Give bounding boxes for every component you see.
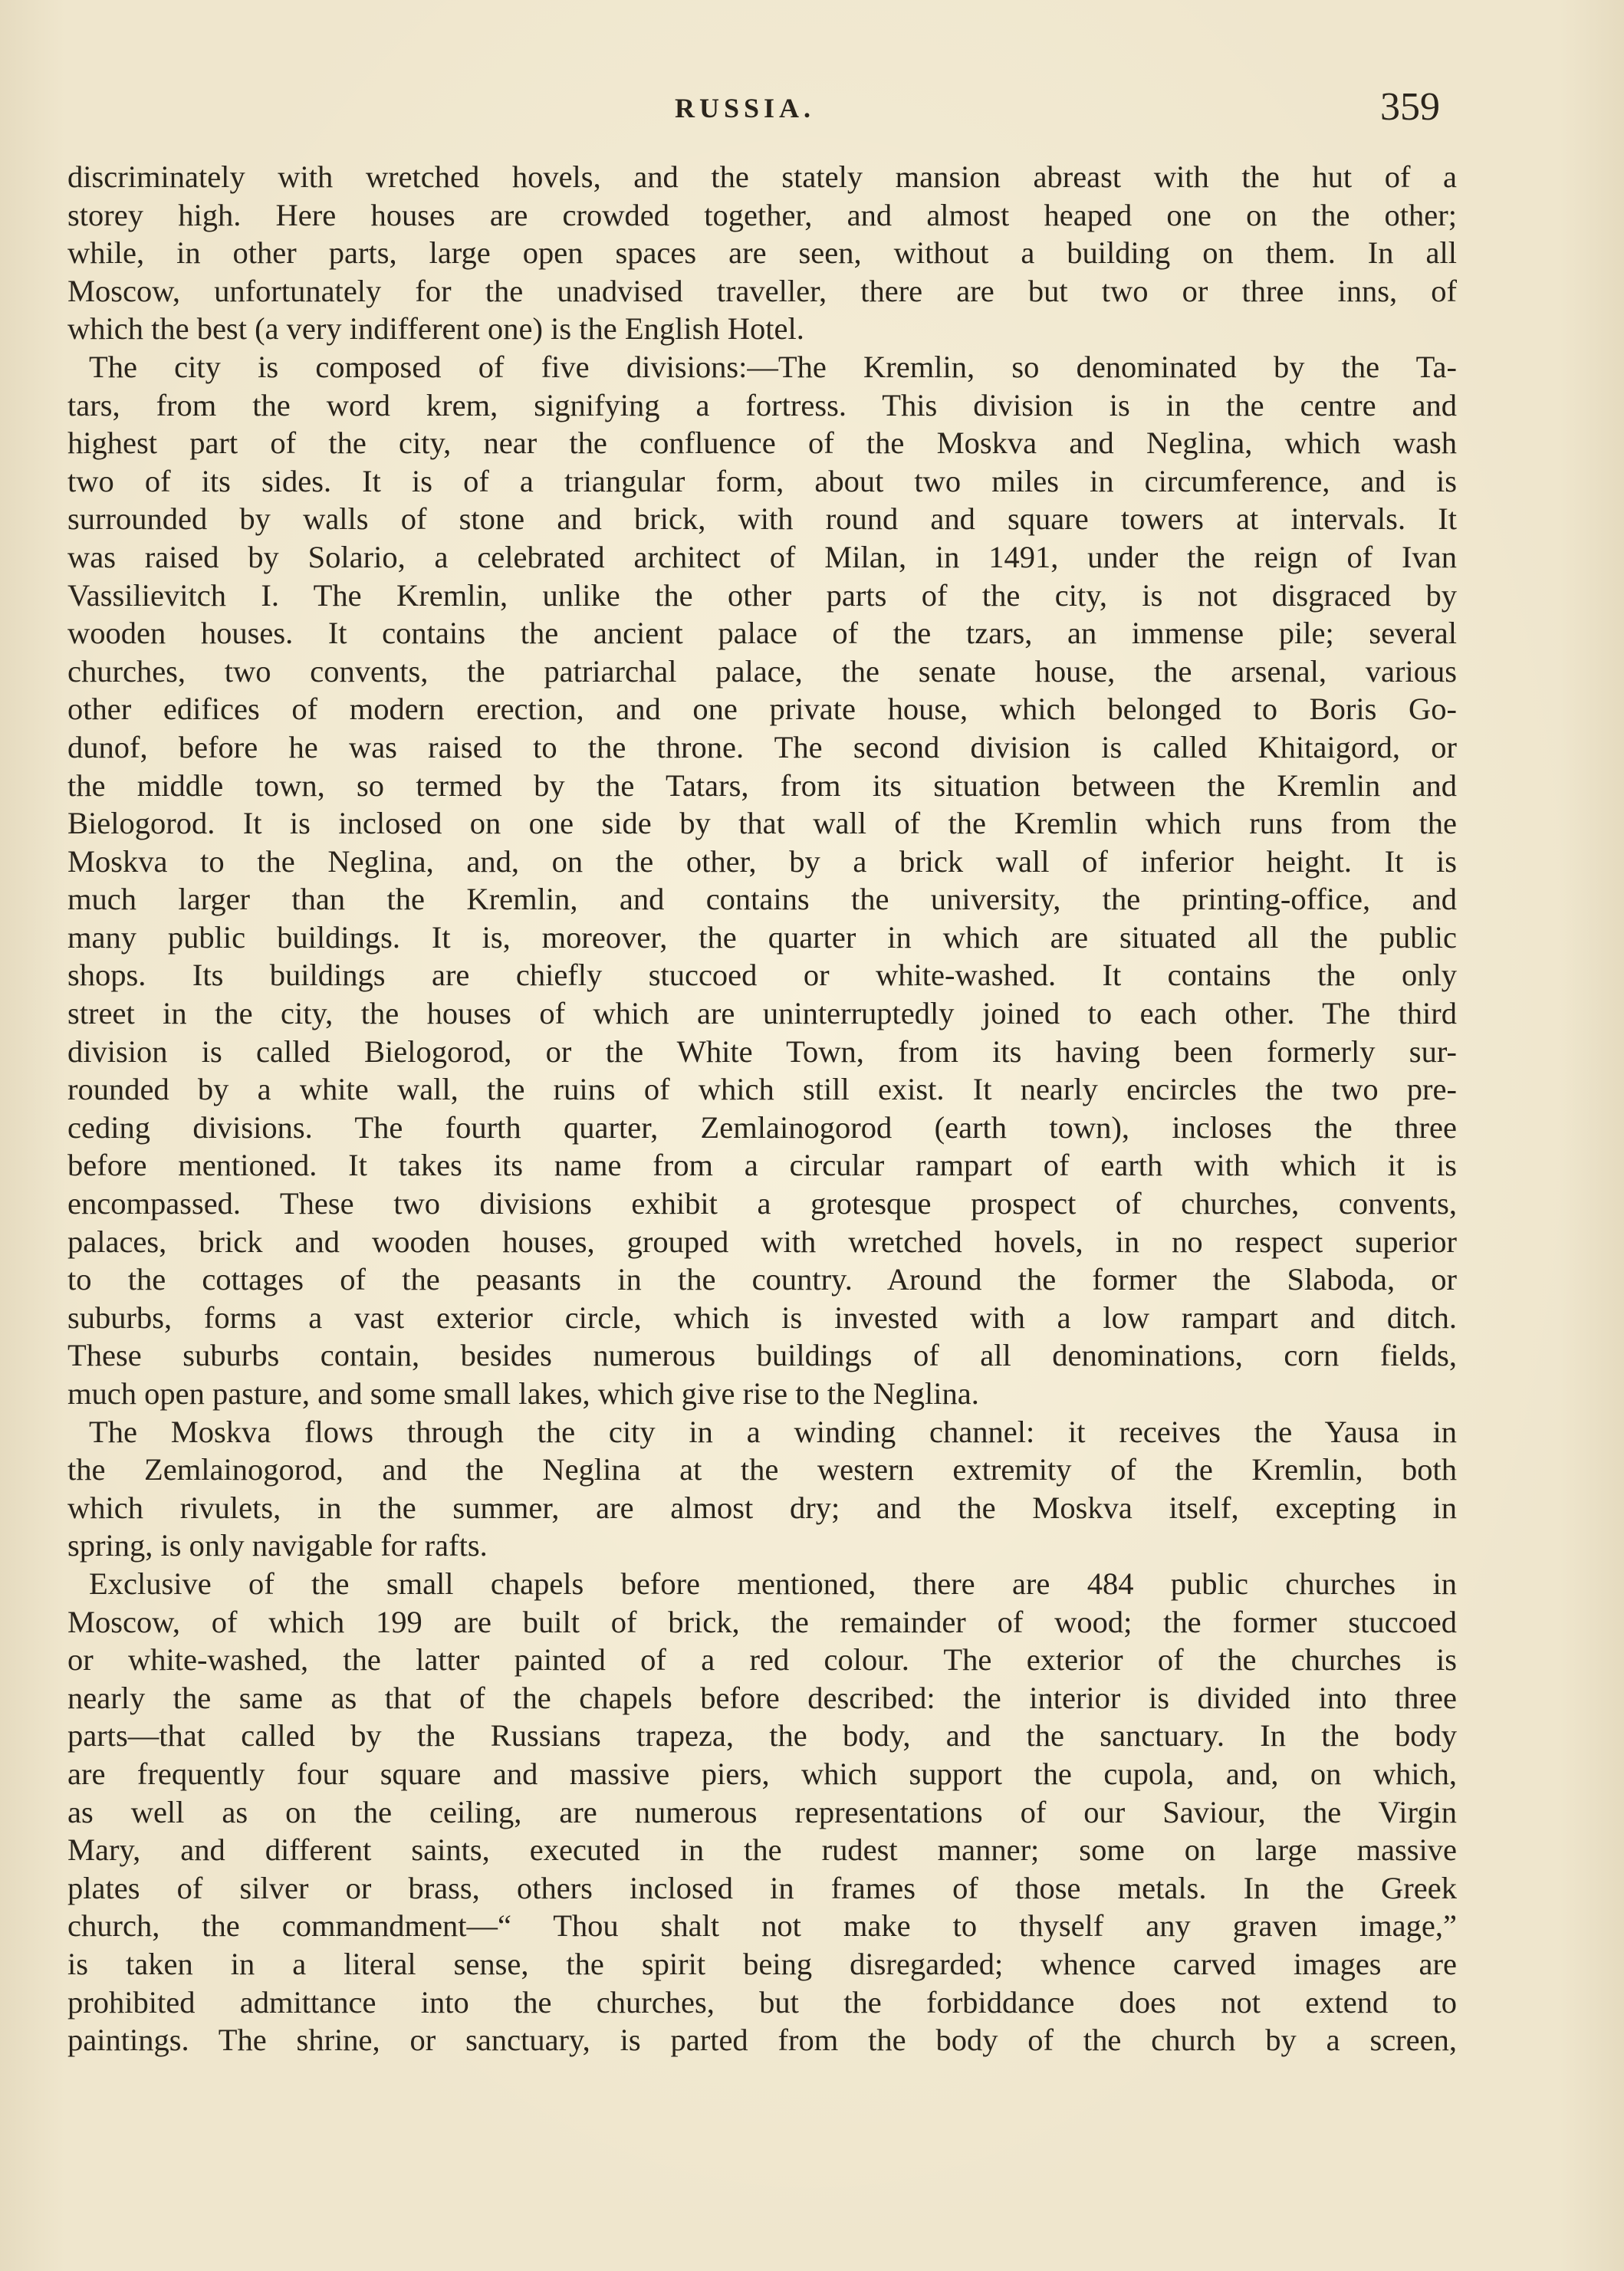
text-line: Vassilievitch I. The Kremlin, unlike the other parts of the city, is not disgraced by xyxy=(67,577,1457,613)
text-line: dunof, before he was raised to the throne. The second division is called Khitaigord, or xyxy=(67,729,1457,764)
text-line: the Zemlainogorod, and the Neglina at the western extremity of the Kremlin, both xyxy=(67,1452,1457,1487)
text-line: highest part of the city, near the confluence of the Moskva and Neglina, which wash xyxy=(67,426,1457,461)
text-line: The Moskva flows through the city in a winding channel: it receives the Yausa in xyxy=(89,1414,1457,1449)
text-line: encompassed. These two divisions exhibit a grotesque prospect of churches, convents, xyxy=(67,1186,1457,1221)
text-line: is taken in a literal sense, the spirit being disregarded; whence carved images are xyxy=(67,1946,1457,1981)
text-line: Bielogorod. It is inclosed on one side by that wall of the Kremlin which runs from the xyxy=(67,806,1457,841)
text-line: the middle town, so termed by the Tatars, from its situation between the Kremlin and xyxy=(67,767,1457,803)
text-line: paintings. The shrine, or sanctuary, is parted from the body of the church by a screen, xyxy=(67,2023,1457,2058)
text-line: palaces, brick and wooden houses, grouped with wretched hovels, in no respect superior xyxy=(67,1224,1457,1259)
text-line: Moscow, of which 199 are built of brick, the remainder of wood; the former stuccoed xyxy=(67,1604,1457,1639)
text-line: Mary, and different saints, executed in the rudest manner; some on large massive xyxy=(67,1832,1457,1868)
text-line: division is called Bielogorod, or the White Town, from its having been formerly sur- xyxy=(67,1034,1457,1069)
text-line: suburbs, forms a vast exterior circle, which is invested with a low rampart and ditch. xyxy=(67,1300,1457,1335)
text-line: to the cottages of the peasants in the country. Around the former the Slaboda, or xyxy=(67,1262,1457,1297)
text-line: Exclusive of the small chapels before mentioned, there are 484 public churches in xyxy=(89,1566,1457,1601)
running-head: RUSSIA. xyxy=(675,93,816,123)
text-line: was raised by Solario, a celebrated architect of Milan, in 1491, under the reign of Ivan xyxy=(67,539,1457,574)
text-line: before mentioned. It takes its name from a circular rampart of earth with which it is xyxy=(67,1148,1457,1183)
text-line: parts—that called by the Russians trapeza, the body, and the sanctuary. In the body xyxy=(67,1718,1457,1753)
text-line: These suburbs contain, besides numerous buildings of all denominations, corn fields, xyxy=(67,1338,1457,1373)
text-line: tars, from the word krem, signifying a fortress. This division is in the centre and xyxy=(67,387,1457,422)
text-line: street in the city, the houses of which are uninterruptedly joined to each other. The third xyxy=(67,996,1457,1031)
text-line: which the best (a very indifferent one) is the English Hotel. xyxy=(67,311,804,347)
text-line: ceding divisions. The fourth quarter, Zemlainogorod (earth town), incloses the three xyxy=(67,1109,1457,1145)
body-text xyxy=(67,158,1457,2059)
page-number: 359 xyxy=(1380,85,1440,129)
text-line: The city is composed of five divisions:—The Kremlin, so denominated by the Ta- xyxy=(89,349,1457,384)
text-line: church, the commandment—“ Thou shalt not make to thyself any graven image,” xyxy=(67,1908,1457,1944)
text-line: discriminately with wretched hovels, and the stately mansion abreast with the hut of a xyxy=(67,159,1457,194)
text-line: wooden houses. It contains the ancient palace of the tzars, an immense pile; several xyxy=(67,616,1457,651)
text-line: which rivulets, in the summer, are almost dry; and the Moskva itself, excepting in xyxy=(67,1490,1457,1525)
text-line: prohibited admittance into the churches, but the forbiddance does not extend to xyxy=(67,1984,1457,2020)
text-line: nearly the same as that of the chapels before described: the interior is divided into three xyxy=(67,1680,1457,1715)
text-line: churches, two convents, the patriarchal palace, the senate house, the arsenal, various xyxy=(67,653,1457,689)
text-line: many public buildings. It is, moreover, the quarter in which are situated all the public xyxy=(67,919,1457,955)
text-line: surrounded by walls of stone and brick, with round and square towers at intervals. It xyxy=(67,501,1457,537)
text-line: or white-washed, the latter painted of a red colour. The exterior of the churches is xyxy=(67,1642,1457,1678)
text-line: other edifices of modern erection, and one private house, which belonged to Boris Go- xyxy=(67,692,1457,727)
text-line: as well as on the ceiling, are numerous representations of our Saviour, the Virgin xyxy=(67,1794,1457,1829)
text-line: are frequently four square and massive piers, which support the cupola, and, on which, xyxy=(67,1756,1457,1791)
text-line: two of its sides. It is of a triangular form, about two miles in circumference, and is xyxy=(67,463,1457,498)
text-line: plates of silver or brass, others inclosed in frames of those metals. In the Greek xyxy=(67,1870,1457,1905)
text-line: shops. Its buildings are chiefly stuccoed or white-washed. It contains the only xyxy=(67,958,1457,993)
text-line: Moskva to the Neglina, and, on the other, by a brick wall of inferior height. It is xyxy=(67,843,1457,879)
text-line: much larger than the Kremlin, and contains the university, the printing-office, and xyxy=(67,882,1457,917)
text-line: Moscow, unfortunately for the unadvised traveller, there are but two or three inns, of xyxy=(67,273,1457,308)
text-line: much open pasture, and some small lakes, which give rise to the Neglina. xyxy=(67,1376,979,1411)
text-line: rounded by a white wall, the ruins of which still exist. It nearly encircles the two pre- xyxy=(67,1072,1457,1107)
text-line: spring, is only navigable for rafts. xyxy=(67,1528,488,1563)
text-line: storey high. Here houses are crowded together, and almost heaped one on the other; xyxy=(67,197,1457,232)
text-line: while, in other parts, large open spaces are seen, without a building on them. In all xyxy=(67,235,1457,271)
